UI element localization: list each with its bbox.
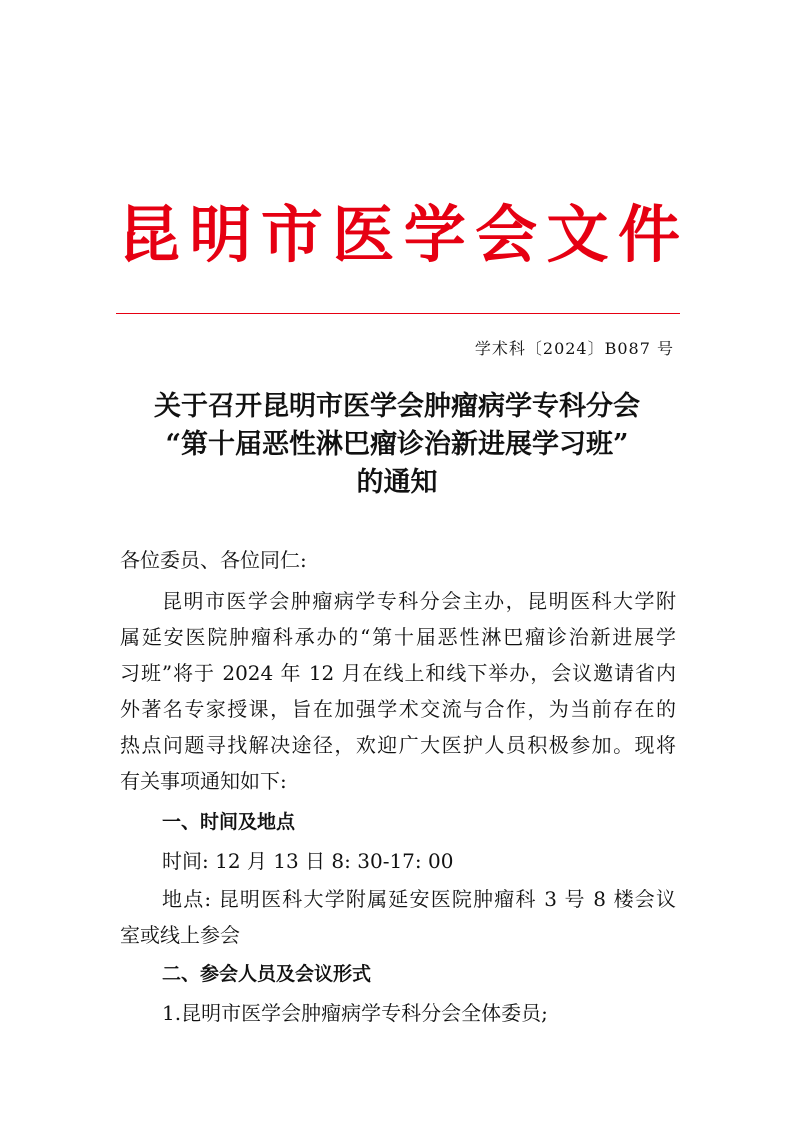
paragraph-line: 属延安医院肿瘤科承办的“第十届恶性淋巴瘤诊治新进展学 [120, 625, 676, 649]
masthead-char: 医 [332, 198, 395, 271]
paragraph-line: 昆明市医学会肿瘤病学专科分会主办，昆明医科大学附 [162, 589, 676, 613]
list-item: 1.昆明市医学会肿瘤病学专科分会全体委员; [162, 1001, 548, 1025]
salutation: 各位委员、各位同仁: [120, 548, 307, 572]
paragraph-line: 习班”将于 2024 年 12 月在线上和线下举办，会议邀请省内 [120, 661, 676, 685]
title-line: “第十届恶性淋巴瘤诊治新进展学习班” [165, 429, 629, 460]
location-line: 室或线上参会 [120, 923, 240, 947]
masthead-char: 件 [617, 198, 680, 271]
masthead-char: 学 [403, 198, 466, 271]
masthead-char: 文 [546, 198, 609, 271]
location-line: 地点: 昆明医科大学附属延安医院肿瘤科 3 号 8 楼会议 [162, 887, 676, 911]
masthead-char: 会 [475, 198, 538, 271]
title-line: 的通知 [356, 467, 438, 498]
masthead-char: 昆 [118, 198, 181, 271]
masthead [118, 190, 680, 280]
masthead-char: 明 [189, 198, 252, 271]
paragraph-line: 有关事项通知如下: [120, 769, 287, 793]
time-line: 时间: 12 月 13 日 8: 30-17: 00 [162, 849, 454, 873]
paragraph-line: 热点问题寻找解决途径，欢迎广大医护人员积极参加。现将 [120, 733, 676, 757]
document-number: 学术科〔2024〕B087 号 [474, 339, 674, 358]
section-heading: 二、参会人员及会议形式 [162, 963, 372, 985]
paragraph-line: 外著名专家授课，旨在加强学术交流与合作，为当前存在的 [120, 697, 676, 721]
masthead-char: 市 [260, 198, 323, 271]
section-heading: 一、时间及地点 [162, 811, 296, 833]
masthead-divider [116, 313, 680, 314]
title-line: 关于召开昆明市医学会肿瘤病学专科分会 [154, 391, 640, 422]
document-title [110, 388, 684, 502]
